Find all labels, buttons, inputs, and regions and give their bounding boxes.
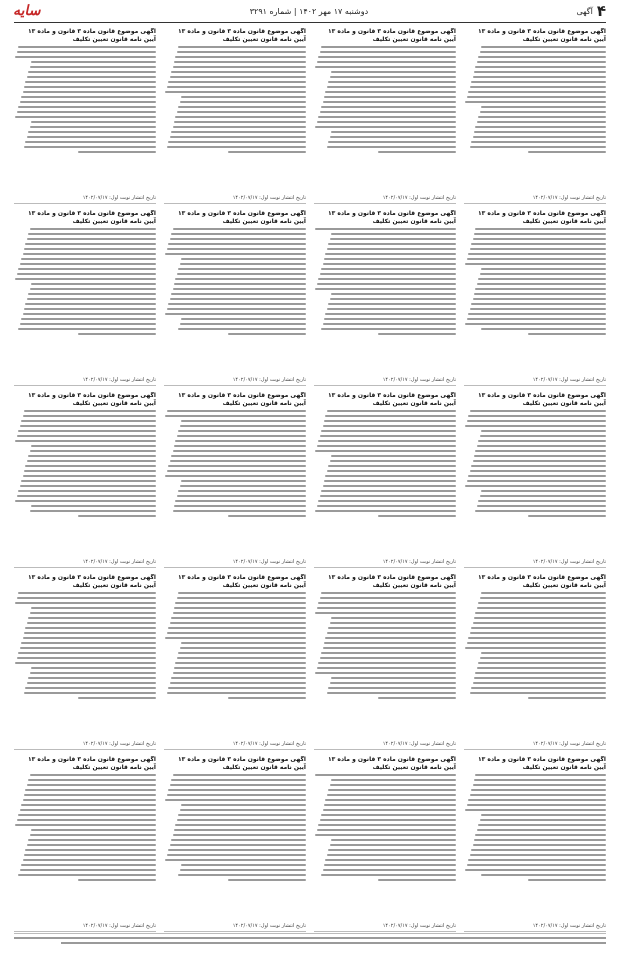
legal-notice <box>164 392 306 568</box>
notice-footer: تاریخ انتشار نوبت اول: ۱۴۰۲/۰۷/۱۷ <box>382 741 456 747</box>
notice-footer: تاریخ انتشار نوبت اول: ۱۴۰۲/۰۷/۱۷ <box>532 377 606 383</box>
notice-footer: تاریخ انتشار نوبت اول: ۱۴۰۲/۰۷/۱۷ <box>232 559 306 565</box>
notice-title: آگهی موضوع قانون ماده ۳ قانون و ماده ۱۳ آیین نامه قانون تعیین تکلیف <box>178 574 306 589</box>
legal-notice <box>14 756 156 932</box>
notice-footer: تاریخ انتشار نوبت اول: ۱۴۰۲/۰۷/۱۷ <box>82 377 156 383</box>
notice-title: آگهی موضوع قانون ماده ۳ قانون و ماده ۱۳ آیین نامه قانون تعیین تکلیف <box>28 756 156 771</box>
legal-notice <box>314 210 456 386</box>
legal-notice <box>14 574 156 750</box>
notice-title: آگهی موضوع قانون ماده ۳ قانون و ماده ۱۳ آیین نامه قانون تعیین تکلیف <box>478 28 606 43</box>
notice-title: آگهی موضوع قانون ماده ۳ قانون و ماده ۱۳ آیین نامه قانون تعیین تکلیف <box>178 392 306 407</box>
notice-footer: تاریخ انتشار نوبت اول: ۱۴۰۲/۰۷/۱۷ <box>382 377 456 383</box>
notice-footer: تاریخ انتشار نوبت اول: ۱۴۰۲/۰۷/۱۷ <box>382 195 456 201</box>
notice-footer: تاریخ انتشار نوبت اول: ۱۴۰۲/۰۷/۱۷ <box>232 377 306 383</box>
notice-title: آگهی موضوع قانون ماده ۳ قانون و ماده ۱۳ آیین نامه قانون تعیین تکلیف <box>328 574 456 589</box>
legal-notice <box>314 756 456 932</box>
notice-footer: تاریخ انتشار نوبت اول: ۱۴۰۲/۰۷/۱۷ <box>532 195 606 201</box>
legal-notice <box>464 392 606 568</box>
ads-grid <box>14 28 606 932</box>
notice-title: آگهی موضوع قانون ماده ۳ قانون و ماده ۱۳ آیین نامه قانون تعیین تکلیف <box>28 392 156 407</box>
legal-notice <box>314 28 456 204</box>
notice-title: آگهی موضوع قانون ماده ۳ قانون و ماده ۱۳ آیین نامه قانون تعیین تکلیف <box>28 28 156 43</box>
legal-notice <box>314 574 456 750</box>
notice-title: آگهی موضوع قانون ماده ۳ قانون و ماده ۱۳ آیین نامه قانون تعیین تکلیف <box>478 574 606 589</box>
legal-notice <box>14 28 156 204</box>
legal-notice <box>464 756 606 932</box>
notice-footer: تاریخ انتشار نوبت اول: ۱۴۰۲/۰۷/۱۷ <box>382 923 456 929</box>
notice-footer: تاریخ انتشار نوبت اول: ۱۴۰۲/۰۷/۱۷ <box>82 559 156 565</box>
notice-title: آگهی موضوع قانون ماده ۳ قانون و ماده ۱۳ آیین نامه قانون تعیین تکلیف <box>478 756 606 771</box>
notice-title: آگهی موضوع قانون ماده ۳ قانون و ماده ۱۳ آیین نامه قانون تعیین تکلیف <box>178 210 306 225</box>
legal-notice <box>164 574 306 750</box>
legal-notice <box>314 392 456 568</box>
issue-info: دوشنبه ۱۷ مهر ۱۴۰۲ | شماره ۳۲۹۱ <box>249 6 369 16</box>
notice-footer: تاریخ انتشار نوبت اول: ۱۴۰۲/۰۷/۱۷ <box>232 923 306 929</box>
notice-title: آگهی موضوع قانون ماده ۳ قانون و ماده ۱۳ آیین نامه قانون تعیین تکلیف <box>328 28 456 43</box>
notice-title: آگهی موضوع قانون ماده ۳ قانون و ماده ۱۳ آیین نامه قانون تعیین تکلیف <box>478 210 606 225</box>
notice-footer: تاریخ انتشار نوبت اول: ۱۴۰۲/۰۷/۱۷ <box>232 195 306 201</box>
legal-notice <box>14 210 156 386</box>
notice-footer: تاریخ انتشار نوبت اول: ۱۴۰۲/۰۷/۱۷ <box>382 559 456 565</box>
notice-title: آگهی موضوع قانون ماده ۳ قانون و ماده ۱۳ آیین نامه قانون تعیین تکلیف <box>28 210 156 225</box>
notice-footer: تاریخ انتشار نوبت اول: ۱۴۰۲/۰۷/۱۷ <box>82 195 156 201</box>
notice-title: آگهی موضوع قانون ماده ۳ قانون و ماده ۱۳ آیین نامه قانون تعیین تکلیف <box>178 756 306 771</box>
notice-footer: تاریخ انتشار نوبت اول: ۱۴۰۲/۰۷/۱۷ <box>82 923 156 929</box>
legal-notice <box>464 210 606 386</box>
notice-title: آگهی موضوع قانون ماده ۳ قانون و ماده ۱۳ آیین نامه قانون تعیین تکلیف <box>328 392 456 407</box>
notice-footer: تاریخ انتشار نوبت اول: ۱۴۰۲/۰۷/۱۷ <box>532 741 606 747</box>
notice-title: آگهی موضوع قانون ماده ۳ قانون و ماده ۱۳ آیین نامه قانون تعیین تکلیف <box>178 28 306 43</box>
notice-footer: تاریخ انتشار نوبت اول: ۱۴۰۲/۰۷/۱۷ <box>532 923 606 929</box>
page-number: ۴ <box>596 2 606 20</box>
legal-notice <box>464 28 606 204</box>
newspaper-logo: سایه <box>12 3 44 19</box>
page-header <box>14 0 606 23</box>
notice-title: آگهی موضوع قانون ماده ۳ قانون و ماده ۱۳ آیین نامه قانون تعیین تکلیف <box>328 756 456 771</box>
notice-title: آگهی موضوع قانون ماده ۳ قانون و ماده ۱۳ آیین نامه قانون تعیین تکلیف <box>328 210 456 225</box>
legal-notice <box>164 756 306 932</box>
notice-footer: تاریخ انتشار نوبت اول: ۱۴۰۲/۰۷/۱۷ <box>82 741 156 747</box>
section-title: آگهی <box>576 6 593 16</box>
notice-title: آگهی موضوع قانون ماده ۳ قانون و ماده ۱۳ آیین نامه قانون تعیین تکلیف <box>478 392 606 407</box>
legal-notice <box>14 392 156 568</box>
notice-title: آگهی موضوع قانون ماده ۳ قانون و ماده ۱۳ آیین نامه قانون تعیین تکلیف <box>28 574 156 589</box>
bottom-band <box>14 933 606 954</box>
notice-footer: تاریخ انتشار نوبت اول: ۱۴۰۲/۰۷/۱۷ <box>532 559 606 565</box>
legal-notice <box>164 210 306 386</box>
notice-footer: تاریخ انتشار نوبت اول: ۱۴۰۲/۰۷/۱۷ <box>232 741 306 747</box>
legal-notice <box>464 574 606 750</box>
legal-notice <box>164 28 306 204</box>
